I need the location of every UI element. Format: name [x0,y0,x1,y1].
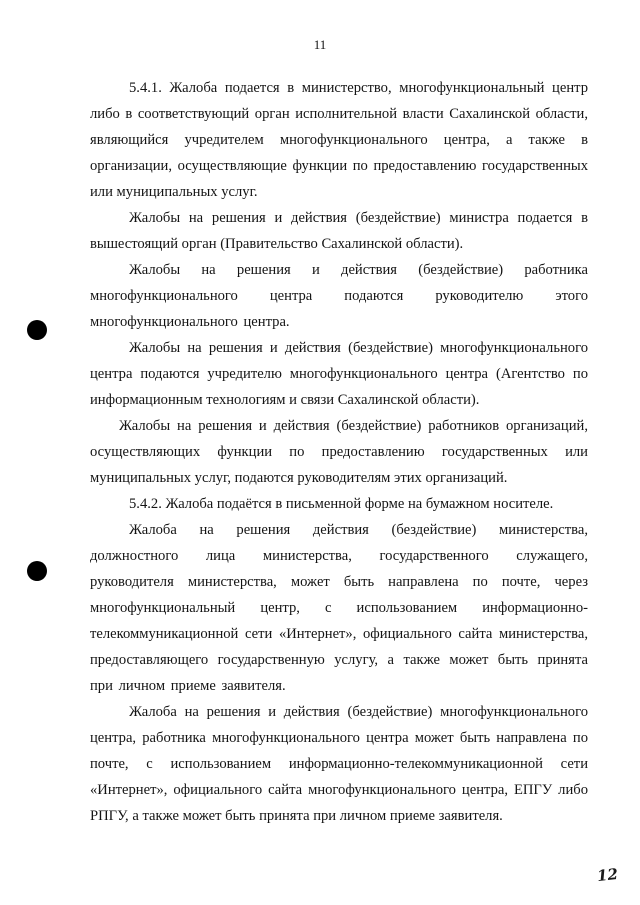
hole-punch-bottom [27,561,47,581]
hole-punch-top [27,320,47,340]
paragraph-mfc-complaint-channels: Жалоба на решения и действия (бездействие) многофункционального центра, работника многофункционального центра может быть направлена по почте, с использованием информационно-телекоммуникационной сети «Интернет», официального сайта многофункционального центра, ЕПГУ либо РПГУ, а также может быть принята при личном приеме заявителя. [90,704,588,824]
paragraph-ministry-complaint-channels: Жалоба на решения действия (бездействие) министерства, должностного лица министерства, государственного служащего, руководителя министерства, может быть направлена по почте, через многофункциональный центр, с использованием информационно-телекоммуникационной сети «Интернет», официального сайта министерства, предоставляющего государственную услугу, а также может быть принята при личном приеме заявителя. [90,522,588,694]
handwritten-page-mark: 12 [596,864,619,886]
paragraph-mfc-complaints: Жалобы на решения и действия (бездействие) многофункционального центра подаются учредителю многофункционального центра (Агентство по информационным технологиям и связи Сахалинской области). [90,340,588,408]
paragraph-minister-complaints: Жалобы на решения и действия (бездействие) министра подается в вышестоящий орган (Правительство Сахалинской области). [90,210,588,252]
document-body [90,75,588,829]
paragraph-5-4-2: 5.4.2. Жалоба подаётся в письменной форме на бумажном носителе. [129,496,554,512]
paragraph-mfc-employee-complaints: Жалобы на решения и действия (бездействие) работника многофункционального центра подаются руководителю этого многофункционального центра. [90,262,588,330]
page-number: 11 [313,37,327,52]
paragraph-5-4-1: 5.4.1. Жалоба подается в министерство, многофункциональный центр либо в соответствующий орган исполнительной власти Сахалинской области, являющийся учредителем многофункционального центра, а также в организации, осуществляющие функции по предоставлению государственных или муниципальных услуг. [90,80,588,200]
paragraph-organization-complaints: Жалобы на решения и действия (бездействие) работников организаций, осуществляющих функции по предоставлению государственных или муниципальных услуг, подаются руководителям этих организаций. [90,418,588,486]
